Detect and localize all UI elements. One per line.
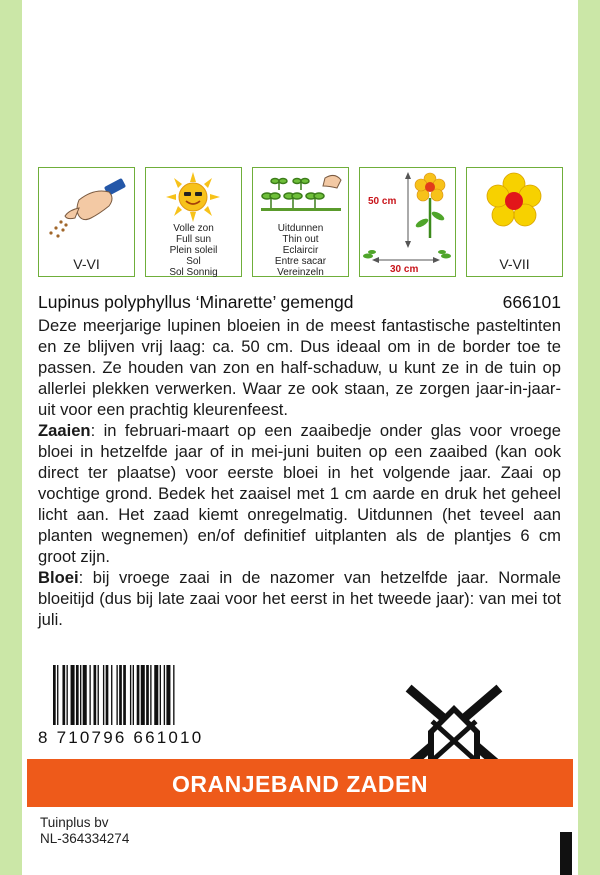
barcode-bar: [62, 665, 65, 725]
barcode-bar: [111, 665, 112, 725]
barcode-bar: [123, 665, 126, 725]
brand-name: ORANJEBAND ZADEN: [172, 771, 428, 797]
barcode-bar: [119, 665, 122, 725]
bloom-icon-box: [466, 167, 563, 277]
thinning-label-fr: Eclaircir: [282, 245, 319, 256]
description: [38, 315, 561, 630]
sun-label-de: Sol Sonnig: [169, 267, 218, 278]
barcode-bar: [166, 665, 170, 725]
thinning-label-es: Entre sacar: [274, 256, 327, 267]
sowing-label: Zaaien: [38, 421, 91, 440]
barcode-bar: [154, 665, 158, 725]
barcode-bar: [137, 665, 140, 725]
product-title: Lupinus polyphyllus ‘Minarette’ gemengd: [38, 292, 354, 312]
sun-label-nl: Volle zon: [173, 223, 214, 234]
barcode-bar: [133, 665, 134, 725]
company-reg: NL-364334274: [40, 831, 130, 846]
thinning-label-nl: Uitdunnen: [277, 223, 324, 234]
product-header: [38, 292, 561, 314]
bloom-label: Bloei: [38, 568, 79, 587]
thinning-labels: [253, 223, 348, 278]
product-code: 666101: [502, 292, 561, 312]
barcode-bar: [106, 665, 109, 725]
bloom-text: : bij vroege zaai in de nazomer van hetzelfde jaar. Normale bloeitijd (dus bij late zaai voor het eerst in het tweede jaar): van mei tot juli.: [38, 568, 561, 629]
right-green-strip: [578, 0, 600, 875]
barcode-bar: [130, 665, 131, 725]
barcode-bar: [67, 665, 68, 725]
barcode-bar: [160, 665, 161, 725]
brand-band: [27, 759, 573, 807]
barcode-bar: [53, 665, 56, 725]
icon-row: [38, 167, 562, 279]
sun-label-es: Sol: [186, 256, 201, 267]
sowing-text: : in februari-maart op een zaaibedje onder glas voor vroege bloei in hetzelfde jaar of in mei-juni buiten op een zaaibed (kan ook direct ter plaatse) voor eerste bloei in het volgende jaar. Zaai op vochtige grond. Bedek het zaaisel met 1 cm aarde en druk het geheel licht aan. Het zaad kiemt onregelmatig. Uitdunnen (het teveel aan planten wegnemen) en/of definitief uitplanten als de plantjes 6 cm groot zijn.: [38, 421, 561, 566]
thinning-label-en: Thin out: [282, 234, 319, 245]
barcode: [38, 665, 263, 750]
spacing-width-label: 30 cm: [390, 264, 419, 275]
barcode-bar: [83, 665, 87, 725]
plant-spacing-icon: [360, 168, 455, 276]
intro-paragraph: Deze meerjarige lupinen bloeien in de meest fantastische pasteltinten en ze blijven vrij laag: ca. 50 cm. Dus ideaal om in de border toe te passen. Ze houden van zon en half-schaduw, u kunt ze in de tuin op allerlei plekken verwerken. Waar ze ook staan, ze zorgen jaar-in-jaar-uit voor een prachtig kleurenfeest.: [38, 316, 561, 419]
left-green-strip: [0, 0, 22, 875]
barcode-bar: [103, 665, 104, 725]
sun-labels: [146, 223, 241, 278]
barcode-bar: [150, 665, 151, 725]
sowing-paragraph: [38, 420, 561, 567]
barcode-number: 8 710796 661010: [38, 728, 204, 747]
thinning-label-de: Vereinzeln: [277, 267, 324, 278]
sun-icon: [146, 170, 241, 224]
barcode-bars: [53, 665, 261, 725]
barcode-bar: [146, 665, 149, 725]
sowing-period: V-VI: [73, 256, 100, 272]
thinning-icon-box: [252, 167, 349, 277]
sowing-hand-icon: [39, 170, 134, 250]
thinning-seedlings-icon: [253, 170, 348, 220]
sun-label-en: Full sun: [175, 234, 211, 245]
sun-label-fr: Plein soleil: [169, 245, 218, 256]
barcode-bar: [116, 665, 117, 725]
barcode-bar: [98, 665, 99, 725]
company-info: [40, 815, 129, 847]
barcode-bar: [164, 665, 165, 725]
flower-icon: [467, 170, 562, 250]
black-bar: [560, 832, 572, 875]
barcode-bar: [173, 665, 174, 725]
barcode-bar: [71, 665, 75, 725]
bloom-period: V-VII: [499, 256, 530, 272]
barcode-bar: [89, 665, 90, 725]
barcode-bar: [57, 665, 58, 725]
barcode-bar: [80, 665, 81, 725]
spacing-height-label: 50 cm: [368, 196, 397, 207]
sowing-icon-box: [38, 167, 135, 277]
spacing-icon-box: [359, 167, 456, 277]
barcode-bar: [141, 665, 145, 725]
bloom-paragraph: [38, 567, 561, 630]
company-name: Tuinplus bv: [40, 815, 109, 830]
windmill-logo: [404, 683, 504, 767]
barcode-bar: [76, 665, 79, 725]
barcode-bar: [94, 665, 97, 725]
sun-icon-box: [145, 167, 242, 277]
